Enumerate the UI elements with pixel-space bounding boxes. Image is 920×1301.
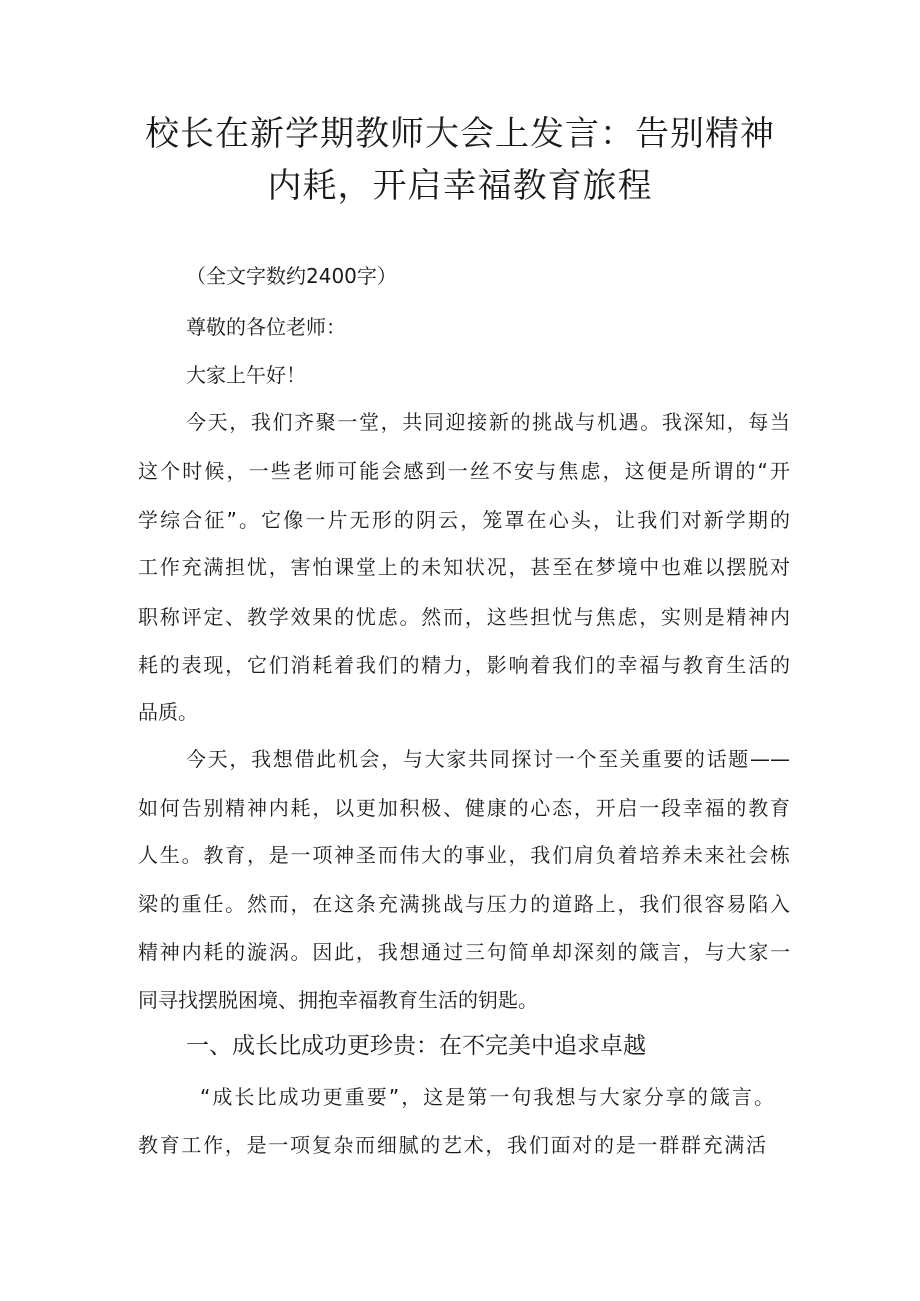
paragraph-1-line: 耗的表现，它们消耗着我们的精力，影响着我们的幸福与教育生活的 [138, 653, 790, 677]
paragraph-1-line: 品质。 [138, 700, 198, 724]
greeting: 大家上午好！ [186, 363, 306, 387]
paragraph-3-line: 教育工作，是一项复杂而细腻的艺术，我们面对的是一群群充满活 [138, 1133, 766, 1157]
title-line-1: 校长在新学期教师大会上发言：告别精神 [145, 114, 775, 154]
paragraph-1-line: 职称评定、教学效果的忧虑。然而，这些担忧与焦虑，实则是精神内 [138, 605, 790, 629]
paragraph-2-line: 人生。教育，是一项神圣而伟大的事业，我们肩负着培养未来社会栋 [138, 843, 790, 867]
document-title [120, 108, 800, 212]
paragraph-1-line: 这个时候，一些老师可能会感到一丝不安与焦虑，这便是所谓的“开 [138, 459, 790, 483]
paragraph-2-line: 精神内耗的漩涡。因此，我想通过三句简单却深刻的箴言，与大家一 [138, 940, 790, 964]
title-line-2: 内耗，开启幸福教育旅程 [267, 166, 653, 206]
paragraph-2-line: 今天，我想借此机会，与大家共同探讨一个至关重要的话题—— [186, 747, 790, 771]
paragraph-2-line: 如何告别精神内耗，以更加积极、健康的心态，开启一段幸福的教育 [138, 796, 790, 820]
paragraph-1-line: 今天，我们齐聚一堂，共同迎接新的挑战与机遇。我深知，每当 [186, 410, 790, 434]
paragraph-1-line: 工作充满担忧，害怕课堂上的未知状况，甚至在梦境中也难以摆脱对 [138, 555, 790, 579]
section-heading: 一、成长比成功更珍贵：在不完美中追求卓越 [186, 1033, 646, 1059]
paragraph-3-line: “成长比成功更重要”，这是第一句我想与大家分享的箴言。 [200, 1085, 774, 1109]
word-count-note: （全文字数约2400字） [186, 264, 397, 288]
paragraph-2-line: 同寻找摆脱困境、拥抱幸福教育生活的钥匙。 [138, 988, 538, 1012]
salutation: 尊敬的各位老师： [186, 315, 346, 339]
paragraph-2-line: 梁的重任。然而，在这条充满挑战与压力的道路上，我们很容易陷入 [138, 892, 790, 916]
paragraph-1-line: 学综合征”。它像一片无形的阴云，笼罩在心头，让我们对新学期的 [138, 508, 790, 532]
